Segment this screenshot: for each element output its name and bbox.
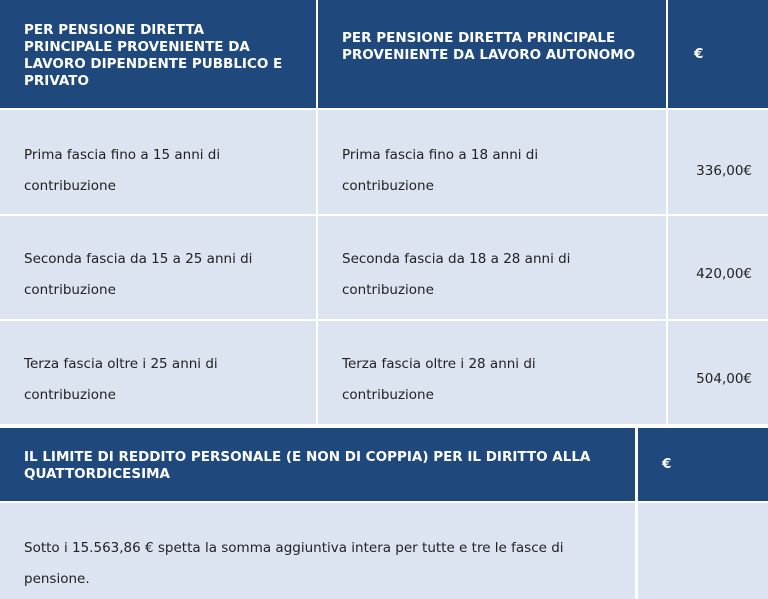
row3-importo: [668, 321, 768, 424]
cell-text: Prima fascia fino a 15 anni di contribuzione: [24, 147, 221, 194]
income-limit-header: [0, 428, 635, 501]
header-autonomo-text: PER PENSIONE DIRETTA PRINCIPALE PROVENIENTE DA LAVORO AUTONOMO: [342, 30, 636, 63]
income-limit-text: Sotto i 15.563,86 € spetta la somma aggiuntiva intera per tutte e tre le fasce di pensione.: [24, 540, 564, 587]
row3-dipendente: [0, 321, 316, 424]
row1-importo: [668, 110, 768, 214]
cell-text: Terza fascia oltre i 25 anni di contribuzione: [24, 356, 218, 403]
cell-text: Seconda fascia da 15 a 25 anni di contribuzione: [24, 251, 253, 298]
header-dipendente-text: PER PENSIONE DIRETTA PRINCIPALE PROVENIENTE DA LAVORO DIPENDENTE PUBBLICO E PRIVATO: [24, 22, 283, 89]
row3-autonomo: [318, 321, 666, 424]
row2-importo: [668, 216, 768, 319]
header-autonomo: [318, 0, 666, 108]
income-limit-value: [638, 503, 768, 599]
row1-dipendente: [0, 110, 316, 214]
amount: 504,00€: [696, 371, 752, 387]
amount: 336,00€: [696, 162, 752, 179]
amount: 420,00€: [696, 266, 752, 282]
header-dipendente: [0, 0, 316, 108]
income-limit-row: [0, 503, 635, 599]
currency-symbol: €: [662, 456, 672, 472]
row2-autonomo: [318, 216, 666, 319]
cell-text: Terza fascia oltre i 28 anni di contribuzione: [342, 356, 536, 403]
header-currency: [668, 0, 768, 108]
row1-autonomo: [318, 110, 666, 214]
income-limit-header-text: IL LIMITE DI REDDITO PERSONALE (E NON DI COPPIA) PER IL DIRITTO ALLA QUATTORDICESIMA: [24, 449, 591, 482]
currency-symbol: €: [694, 45, 704, 62]
row2-dipendente: [0, 216, 316, 319]
cell-text: Prima fascia fino a 18 anni di contribuzione: [342, 147, 539, 194]
income-limit-currency-header: [638, 428, 768, 501]
cell-text: Seconda fascia da 18 a 28 anni di contribuzione: [342, 251, 571, 298]
